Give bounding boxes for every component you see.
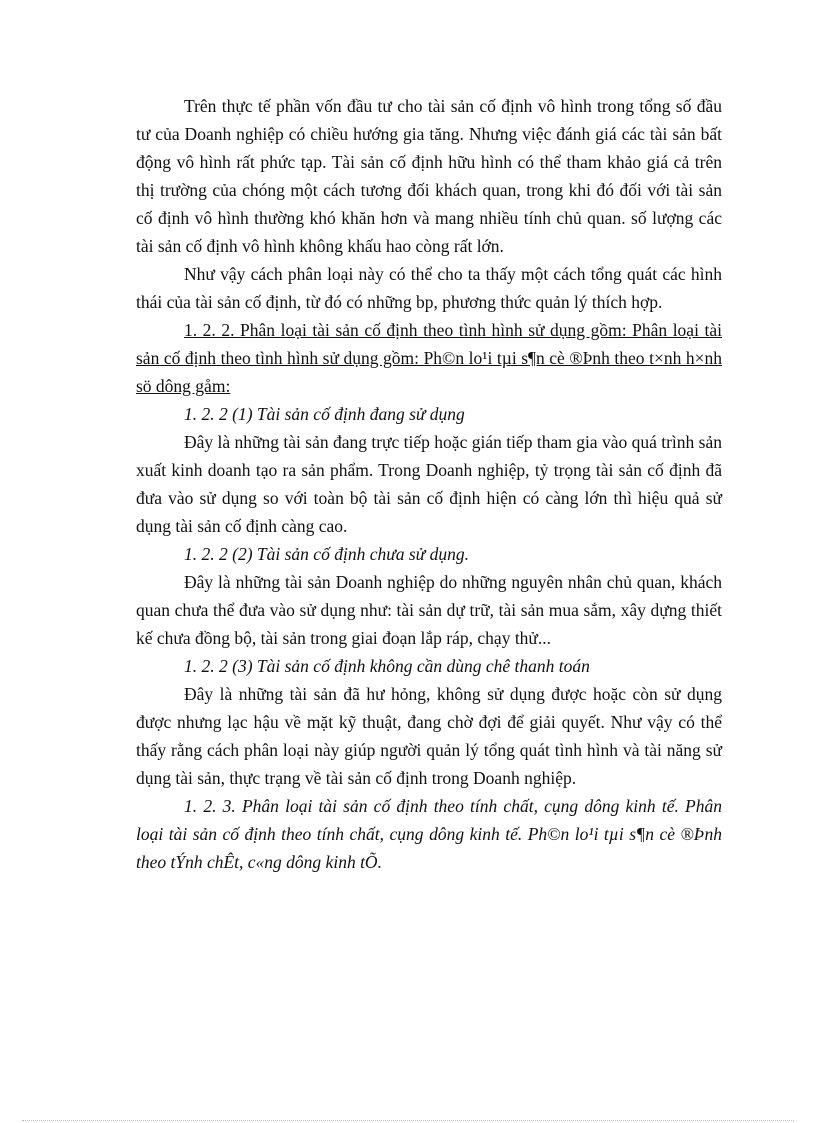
paragraph-unneeded-assets: Đây là những tài sản đã hư hỏng, không sử dụng được hoặc còn sử dụng được nhưng lạc hậu về mặt kỹ thuật, đang chờ đợi để giải quyết. Như vậy có thể thấy rằng cách phân loại này giúp người quản lý tổng quát tình hình và tài năng sử dụng tài sản, thực trạng về tài sản cố định trong Doanh nghiệp. bbox=[136, 684, 722, 788]
section-heading-1-2-2: 1. 2. 2. Phân loại tài sản cố định theo tình hình sử dụng gồm: Phân loại tài sản cố định theo tình hình sử dụng gồm: Ph©n lo¹i tµi s¶n cè ®Þnh theo t×nh h×nh sö dông gåm: bbox=[136, 320, 722, 396]
paragraph-intangible-assets: Trên thực tế phần vốn đầu tư cho tài sản cố định vô hình trong tổng số đầu tư của Doanh nghiệp có chiều hướng gia tăng. Nhưng việc đánh giá các tài sản bất động vô hình rất phức tạp. Tài sản cố định hữu hình có thể tham khảo giá cả trên thị trường của chóng một cách tương đối khách quan, trong khi đó đối với tài sản cố định vô hình thường khó khăn hơn và mang nhiều tính chủ quan. số lượng các tài sản cố định vô hình không khấu hao còng rất lớn. bbox=[136, 96, 722, 256]
document-body bbox=[136, 92, 722, 876]
subheading-1-2-2-3: 1. 2. 2 (3) Tài sản cố định không cần dùng chê thanh toán bbox=[184, 656, 590, 676]
section-heading-1-2-3: 1. 2. 3. Phân loại tài sản cố định theo tính chất, cụng dông kinh tế. Phân loại tài sản cố định theo tính chất, cụng dông kinh tế. Ph©n lo¹i tµi s¶n cè ®Þnh theo tÝnh chÊt, c«ng dông kinh tÕ. bbox=[136, 796, 722, 872]
subheading-1-2-2-2: 1. 2. 2 (2) Tài sản cố định chưa sử dụng. bbox=[184, 544, 469, 564]
subheading-1-2-2-1: 1. 2. 2 (1) Tài sản cố định đang sử dụng bbox=[184, 404, 465, 424]
paragraph-assets-not-in-use: Đây là những tài sản Doanh nghiệp do những nguyên nhân chủ quan, khách quan chưa thể đưa vào sử dụng như: tài sản dự trữ, tài sản mua sắm, xây dựng thiết kế chưa đồng bộ, tài sản trong giai đoạn lắp ráp, chạy thử... bbox=[136, 572, 722, 648]
page-bottom-divider bbox=[22, 1120, 794, 1121]
paragraph-classification-summary: Như vậy cách phân loại này có thể cho ta thấy một cách tổng quát các hình thái của tài sản cố định, từ đó có những bp, phương thức quản lý thích hợp. bbox=[136, 264, 722, 312]
paragraph-assets-in-use: Đây là những tài sản đang trực tiếp hoặc gián tiếp tham gia vào quá trình sản xuất kinh doanh tạo ra sản phẩm. Trong Doanh nghiệp, tỷ trọng tài sản cố định đã đưa vào sử dụng so với toàn bộ tài sản cố định hiện có càng lớn thì hiệu quả sử dụng tài sản cố định càng cao. bbox=[136, 432, 722, 536]
